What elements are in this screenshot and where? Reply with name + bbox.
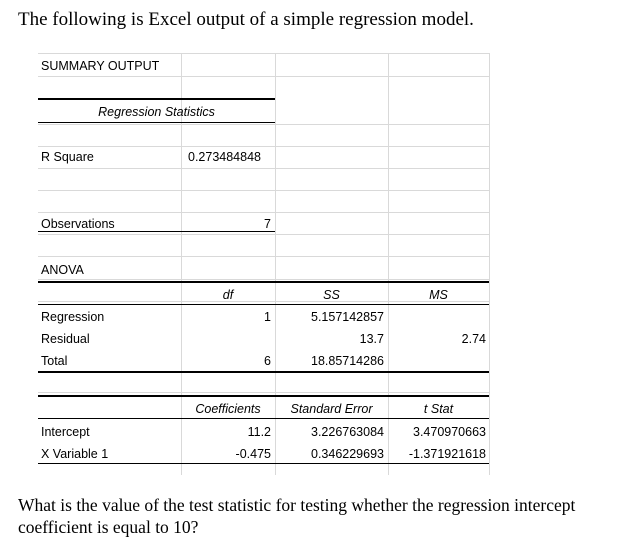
x-variable-label: X Variable 1 [41, 447, 109, 461]
anova-title: ANOVA [41, 263, 84, 277]
x-variable-coefficient: -0.475 [235, 447, 271, 461]
gridline [38, 392, 490, 393]
x-variable-t-stat: -1.371921618 [408, 447, 486, 461]
gridline [38, 146, 490, 147]
r-square-label: R Square [41, 150, 94, 164]
regression-stats-header-border [38, 122, 275, 123]
anova-bottom-border [38, 371, 489, 373]
gridline [38, 256, 490, 257]
gridline [38, 168, 490, 169]
gridline [38, 212, 490, 213]
total-df: 6 [264, 354, 271, 368]
gridline [489, 53, 490, 475]
gridline [38, 76, 490, 77]
anova-top-border [38, 281, 489, 283]
intercept-standard-error: 3.226763084 [311, 425, 384, 439]
observations-value: 7 [264, 217, 271, 231]
total-ss: 18.85714286 [311, 354, 384, 368]
residual-ss: 13.7 [359, 332, 384, 346]
intercept-label: Intercept [41, 425, 90, 439]
t-stat-header: t Stat [423, 402, 454, 416]
intro-text: The following is Excel output of a simple regression model. [18, 9, 474, 30]
coefficients-top-border [38, 395, 489, 397]
ms-header: MS [429, 288, 448, 302]
ss-header: SS [323, 288, 340, 302]
gridline [38, 279, 490, 280]
coefficients-header-border [38, 418, 489, 419]
total-row-label: Total [41, 354, 68, 368]
regression-df: 1 [264, 310, 271, 324]
regression-row-label: Regression [41, 310, 105, 324]
coefficients-bottom-border [38, 463, 489, 464]
gridline [38, 190, 490, 191]
r-square-value: 0.273484848 [188, 150, 261, 164]
gridline [38, 234, 490, 235]
question-text: What is the value of the test statistic for testing whether the regression intercept coefficient is equal to 10? [18, 495, 576, 537]
excel-output-table [38, 53, 490, 475]
gridline [38, 124, 490, 125]
summary-title: SUMMARY OUTPUT [41, 59, 160, 73]
observations-label: Observations [41, 217, 115, 231]
anova-header-border [38, 304, 489, 305]
df-header: df [222, 288, 234, 302]
regression-stats-top-border [38, 98, 275, 100]
gridline [38, 53, 490, 54]
standard-error-header: Standard Error [290, 402, 373, 416]
coefficients-header: Coefficients [195, 402, 261, 416]
regression-ss: 5.157142857 [311, 310, 384, 324]
regression-statistics-header: Regression Statistics [98, 105, 215, 119]
intercept-t-stat: 3.470970663 [413, 425, 486, 439]
residual-row-label: Residual [41, 332, 90, 346]
x-variable-standard-error: 0.346229693 [311, 447, 384, 461]
intercept-coefficient: 11.2 [247, 425, 271, 439]
residual-ms: 2.74 [461, 332, 486, 346]
